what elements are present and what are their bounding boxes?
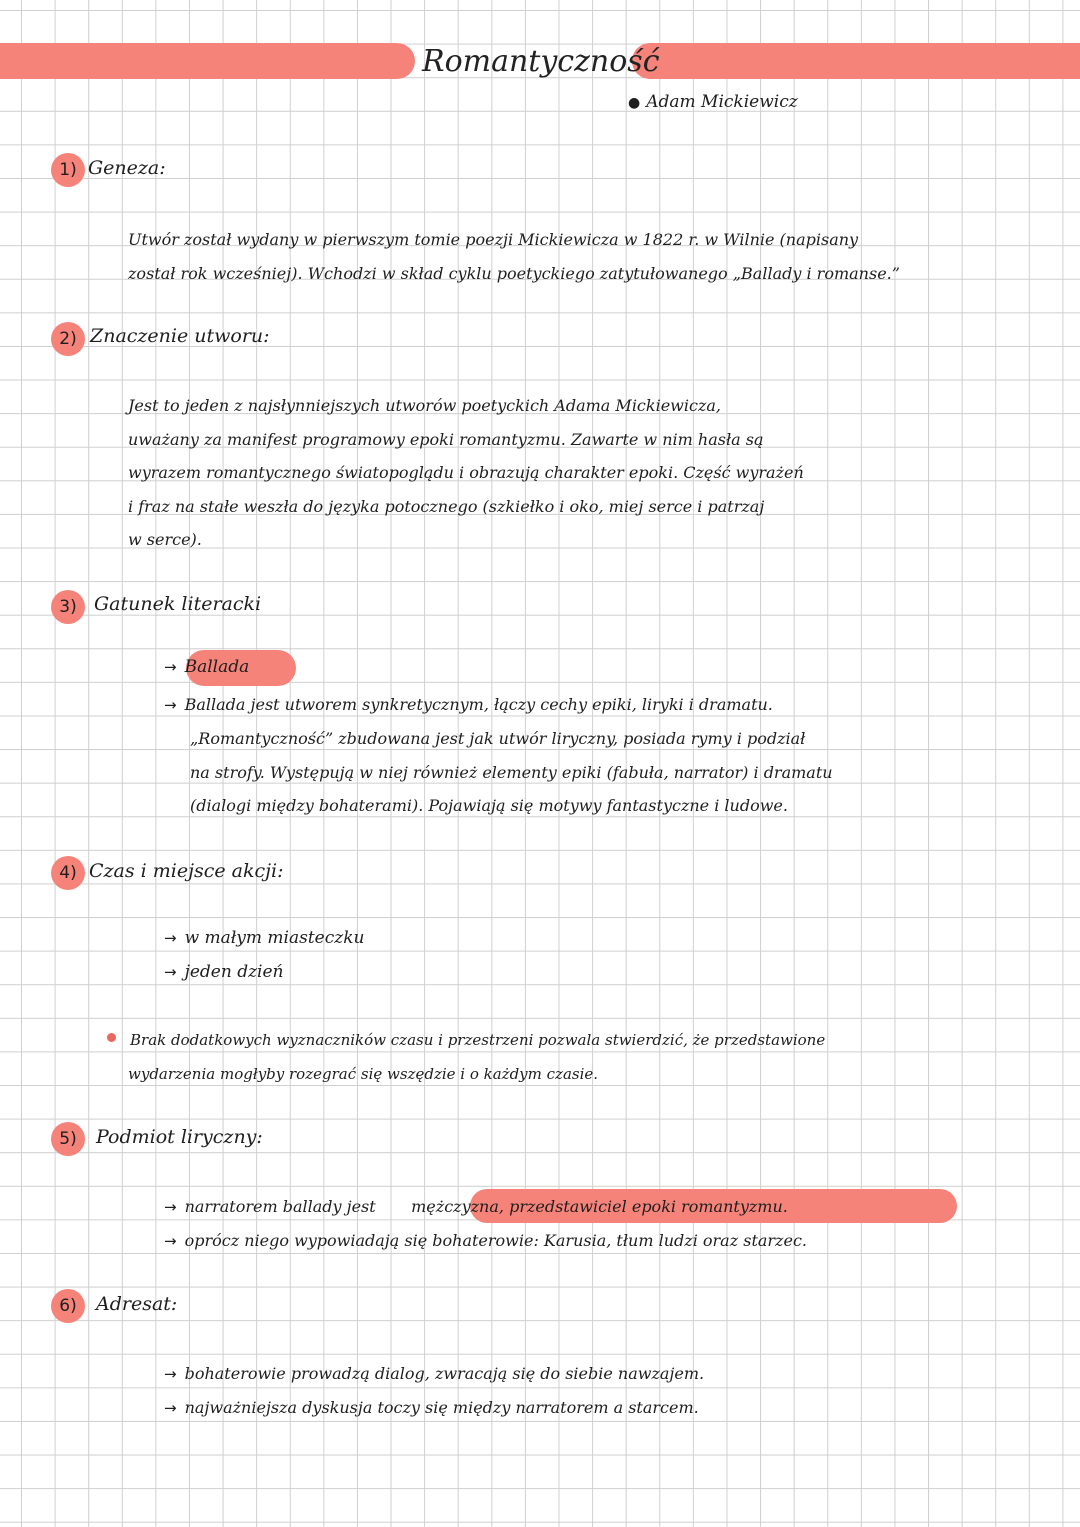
text-line: Brak dodatkowych wyznaczników czasu i przestrzeni pozwala stwierdzić, że przedstawione bbox=[130, 1031, 826, 1049]
arrow-icon: → bbox=[164, 658, 177, 676]
list-item bbox=[164, 956, 284, 990]
section-number-6: 6) bbox=[51, 1289, 85, 1323]
text-line: Jest to jeden z najsłynniejszych utworów poetyckich Adama Mickiewicza, bbox=[128, 396, 721, 415]
list-item-text: najważniejsza dyskusja toczy się między narratorem a starcem. bbox=[184, 1398, 699, 1417]
page-title: Romantyczność bbox=[422, 44, 660, 79]
text-line: „Romantyczność” zbudowana jest jak utwór liryczny, posiada rymy i podział bbox=[190, 729, 806, 748]
text-line: wyrazem romantycznego światopoglądu i obrazują charakter epoki. Część wyrażeń bbox=[128, 463, 804, 483]
list-item bbox=[164, 651, 249, 685]
section-number-2: 2) bbox=[51, 322, 85, 356]
section-title-adresat: Adresat: bbox=[96, 1293, 178, 1315]
title-band-right bbox=[632, 43, 1080, 79]
section-2-text bbox=[128, 389, 804, 557]
list-item-text: oprócz niego wypowiadają się bohaterowie: Karusia, tłum ludzi oraz starzec. bbox=[184, 1231, 807, 1250]
arrow-icon: → bbox=[164, 1365, 177, 1383]
list-item-text: jeden dzień bbox=[184, 962, 284, 982]
author-name: Adam Mickiewicz bbox=[646, 92, 798, 112]
bullet-icon: ● bbox=[628, 95, 641, 111]
bullet-icon bbox=[107, 1033, 116, 1042]
highlighted-text: mężczyzna, przedstawiciel epoki romantyzmu. bbox=[411, 1197, 788, 1216]
list-item-text: Ballada jest utworem synkretycznym, łączy cechy epiki, liryki i dramatu. bbox=[184, 695, 773, 714]
text-line: (dialogi między bohaterami). Pojawiają się motywy fantastyczne i ludowe. bbox=[190, 796, 788, 816]
list-item bbox=[164, 1190, 788, 1225]
section-1-text bbox=[128, 223, 900, 290]
section-title-znaczenie: Znaczenie utworu: bbox=[90, 325, 270, 347]
arrow-icon: → bbox=[164, 963, 177, 981]
list-item bbox=[164, 1357, 704, 1392]
section-number-4: 4) bbox=[51, 856, 85, 890]
ballada-label: Ballada bbox=[184, 657, 250, 677]
arrow-icon: → bbox=[164, 1198, 177, 1216]
arrow-icon: → bbox=[164, 929, 177, 947]
text-line: uważany za manifest programowy epoki romantyzmu. Zawarte w nim hasła są bbox=[128, 429, 764, 449]
text-line: Utwór został wydany w pierwszym tomie poezji Mickiewicza w 1822 r. w Wilnie (napisany bbox=[128, 230, 859, 249]
list-item bbox=[164, 1391, 699, 1426]
text-line: i fraz na stałe weszła do języka potocznego (szkiełko i oko, miej serce i patrzaj bbox=[128, 496, 765, 516]
text-line: na strofy. Występują w niej również elementy epiki (fabuła, narrator) i dramatu bbox=[190, 762, 833, 782]
section-title-podmiot: Podmiot liryczny: bbox=[96, 1126, 263, 1148]
arrow-icon: → bbox=[164, 1232, 177, 1250]
arrow-icon: → bbox=[164, 1399, 177, 1417]
list-item bbox=[164, 688, 773, 723]
list-item bbox=[164, 922, 364, 956]
arrow-icon: → bbox=[164, 696, 177, 714]
list-item-text: bohaterowie prowadzą dialog, zwracają się do siebie nawzajem. bbox=[184, 1364, 705, 1383]
author-line bbox=[628, 92, 798, 112]
list-item-text: w małym miasteczku bbox=[184, 928, 365, 948]
section-3-text bbox=[190, 722, 833, 823]
section-title-gatunek: Gatunek literacki bbox=[94, 593, 262, 615]
text-line: wydarzenia mogłyby rozegrać się wszędzie i o każdym czasie. bbox=[128, 1064, 599, 1083]
section-4-note bbox=[128, 1024, 825, 1091]
list-item bbox=[164, 1224, 807, 1259]
section-number-5: 5) bbox=[51, 1122, 85, 1156]
section-title-czas: Czas i miejsce akcji: bbox=[89, 860, 284, 882]
text-line: w serce). bbox=[128, 530, 202, 550]
section-number-3: 3) bbox=[51, 590, 85, 624]
text-line: został rok wcześniej). Wchodzi w skład cyklu poetyckiego zatytułowanego „Ballady i romanse.” bbox=[128, 263, 900, 283]
section-title-geneza: Geneza: bbox=[88, 157, 166, 179]
section-number-1: 1) bbox=[51, 153, 85, 187]
title-band-left bbox=[0, 43, 415, 79]
list-item-text: narratorem ballady jest bbox=[184, 1197, 376, 1216]
